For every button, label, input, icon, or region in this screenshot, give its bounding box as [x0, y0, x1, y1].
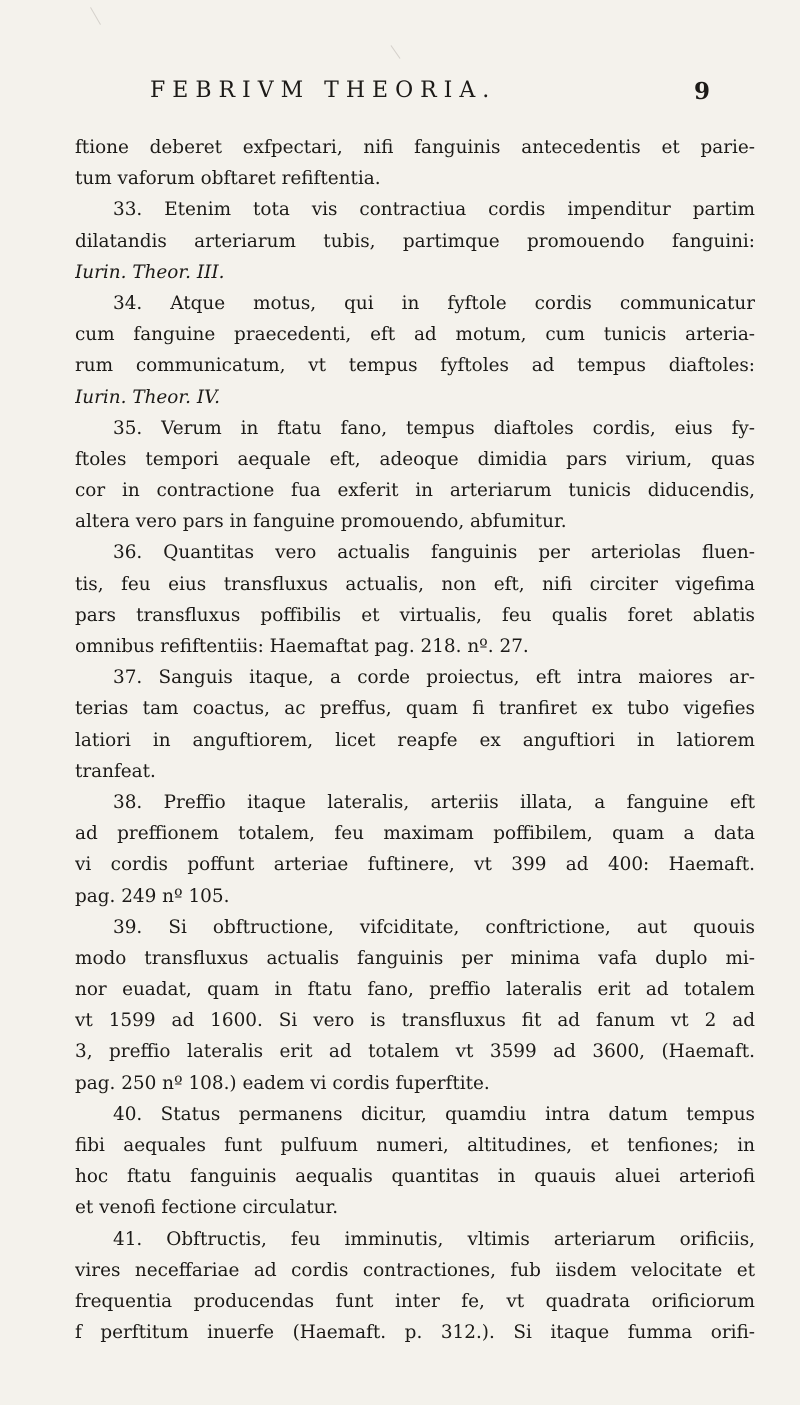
text-line: pars transfluxus poffibilis et virtualis, feu qualis foret ablatis: [75, 604, 755, 626]
text-line: rum communicatum, vt tempus fyftoles ad tempus diaftoles:: [75, 355, 755, 377]
text-line: Iurin. Theor. IV.: [75, 386, 221, 408]
text-line: pag. 250 nº 108.) eadem vi cordis fuperftite.: [75, 1072, 490, 1094]
text-line: 35. Verum in ftatu fano, tempus diaftoles cordis, eius fy-: [113, 417, 755, 439]
text-line: fibi aequales funt pulfuum numeri, altitudines, et tenfiones; in: [75, 1135, 755, 1156]
text-line: tis, feu eius transfluxus actualis, non eft, nifi circiter vigefima: [75, 573, 755, 595]
text-line: 3, preffio lateralis erit ad totalem vt 3599 ad 3600, (Haemaft.: [75, 1041, 755, 1063]
text-line: Iurin. Theor. III.: [75, 261, 225, 283]
text-line: frequentia producendas funt inter fe, vt quadrata orificiorum: [75, 1290, 755, 1312]
text-line: vi cordis poffunt arteriae fuftinere, vt 399 ad 400: Haemaft.: [75, 854, 755, 876]
text-line: vt 1599 ad 1600. Si vero is transfluxus fit ad fanum vt 2 ad: [75, 1010, 755, 1032]
text-line: dilatandis arteriarum tubis, partimque promouendo fanguini:: [75, 230, 755, 252]
text-line: omnibus refiftentiis: Haemaftat pag. 218. nº. 27.: [75, 636, 529, 657]
text-line: 37. Sanguis itaque, a corde proiectus, eft intra maiores ar-: [113, 667, 755, 689]
text-line: modo transfluxus actualis fanguinis per minima vafa duplo mi-: [75, 947, 755, 969]
running-head: FEBRIVM THEORIA.: [150, 78, 497, 103]
text-line: cum fanguine praecedenti, eft ad motum, cum tunicis arteria-: [75, 324, 755, 346]
text-line: f perftitum inuerfe (Haemaft. p. 312.). Si itaque fumma orifi-: [75, 1322, 755, 1344]
text-line: 34. Atque motus, qui in fyftole cordis communicatur: [113, 292, 755, 314]
text-line: altera vero pars in fanguine promouendo, abfumitur.: [75, 511, 567, 533]
text-line: hoc ftatu fanguinis aequalis quantitas in quauis aluei arteriofi: [75, 1166, 755, 1188]
text-line: ftoles tempori aequale eft, adeoque dimidia pars virium, quas: [75, 448, 755, 470]
text-line: et venofi fectione circulatur.: [75, 1197, 339, 1219]
page-number: 9: [693, 78, 710, 105]
text-line: nor euadat, quam in ftatu fano, preffio lateralis erit ad totalem: [75, 979, 755, 1001]
text-line: vires neceffariae ad cordis contractiones, fub iisdem velocitate et: [75, 1259, 755, 1281]
text-line: 39. Si obftructione, vifciditate, conftrictione, aut quouis: [113, 916, 755, 938]
text-line: pag. 249 nº 105.: [75, 885, 230, 907]
text-line: ad preffionem totalem, feu maximam poffibilem, quam a data: [75, 823, 755, 845]
page-header: [150, 78, 710, 112]
text-line: cor in contractione fua exferit in arteriarum tunicis diducendis,: [75, 480, 755, 502]
text-line: tum vaforum obftaret refiftentia.: [75, 168, 381, 190]
text-line: 38. Preffio itaque lateralis, arteriis illata, a fanguine eft: [113, 791, 755, 813]
text-line: 41. Obftructis, feu imminutis, vltimis arteriarum orificiis,: [113, 1228, 755, 1250]
scan-mark: [90, 7, 101, 25]
text-line: 33. Etenim tota vis contractiua cordis impenditur partim: [113, 199, 755, 221]
text-line: 36. Quantitas vero actualis fanguinis per arteriolas fluen-: [113, 542, 755, 564]
text-line: 40. Status permanens dicitur, quamdiu intra datum tempus: [113, 1103, 755, 1125]
body-text: [75, 132, 755, 1348]
scan-mark: [391, 45, 401, 59]
text-line: ftione deberet exfpectari, nifi fanguinis antecedentis et parie-: [75, 137, 755, 158]
text-line: terias tam coactus, ac preffus, quam fi tranfiret ex tubo vigefies: [75, 698, 755, 720]
text-line: tranfeat.: [75, 760, 156, 782]
text-line: latiori in anguftiorem, licet reapfe ex anguftiori in latiorem: [75, 729, 755, 751]
